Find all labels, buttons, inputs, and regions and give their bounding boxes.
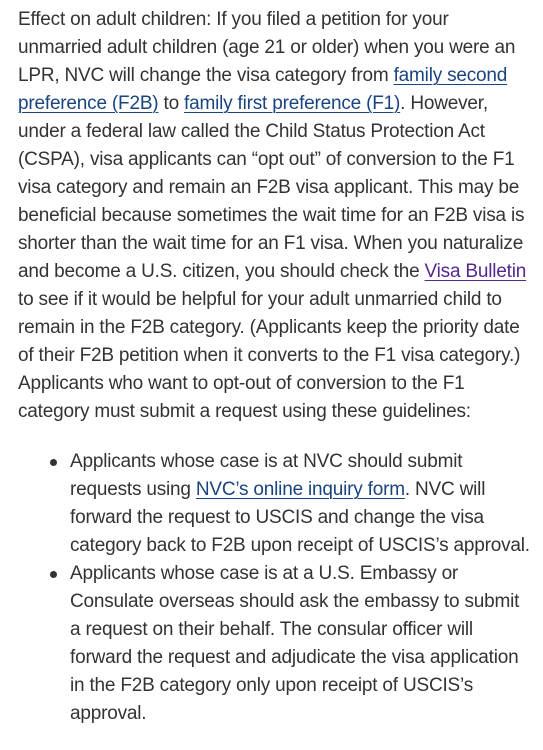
link-visa-bulletin[interactable]: Visa Bulletin bbox=[424, 261, 527, 282]
paragraph-text-3: . However, under a federal law called the Child Status Protection Act (CSPA), visa applicants can “opt out” of conversion to the F1 visa category and remain an F2B visa applicant. This may be beneficial because sometimes the wait time for an F2B visa is shorter than the wait time for an F1 visa. When you naturalize and become a U.S. citizen, you should check the bbox=[18, 93, 525, 282]
paragraph-text-2: to bbox=[158, 93, 185, 114]
list-item-text-2: . NVC will forward the request to USCIS and change the visa category back to F2B upon receipt of USCIS’s approval. bbox=[70, 479, 530, 556]
paragraph-text-1: Effect on adult children: If you filed a petition for your unmarried adult children (age 21 or older) when you were an LPR, NVC will change the visa category from bbox=[18, 9, 516, 86]
list-item-embassy bbox=[50, 560, 533, 728]
list-item-text-1: Applicants whose case is at NVC should submit requests using bbox=[70, 451, 463, 500]
link-family-second-preference[interactable]: family second preference (F2B) bbox=[18, 65, 508, 114]
link-nvc-inquiry-form[interactable]: NVC’s online inquiry form bbox=[195, 479, 405, 500]
paragraph-text-4: to see if it would be helpful for your adult unmarried child to remain in the F2B category. (Applicants keep the priority date of their F2B petition when it converts to the F1 visa category.) Applicants who want to opt-out of conversion to the F1 category must submit a request using these guidelines: bbox=[18, 289, 521, 422]
list-item-text-embassy: Applicants whose case is at a U.S. Embassy or Consulate overseas should ask the embassy to submit a request on their behalf. The consular officer will forward the request and adjudicate the visa application in the F2B category only upon receipt of USCIS’s approval. bbox=[70, 563, 520, 724]
guidelines-list bbox=[18, 448, 533, 728]
bullet-dot-icon bbox=[50, 571, 57, 578]
list-item-nvc bbox=[50, 448, 533, 560]
link-family-first-preference[interactable]: family first preference (F1) bbox=[184, 93, 401, 114]
bullet-dot-icon bbox=[50, 459, 57, 466]
cspa-paragraph bbox=[18, 6, 533, 426]
